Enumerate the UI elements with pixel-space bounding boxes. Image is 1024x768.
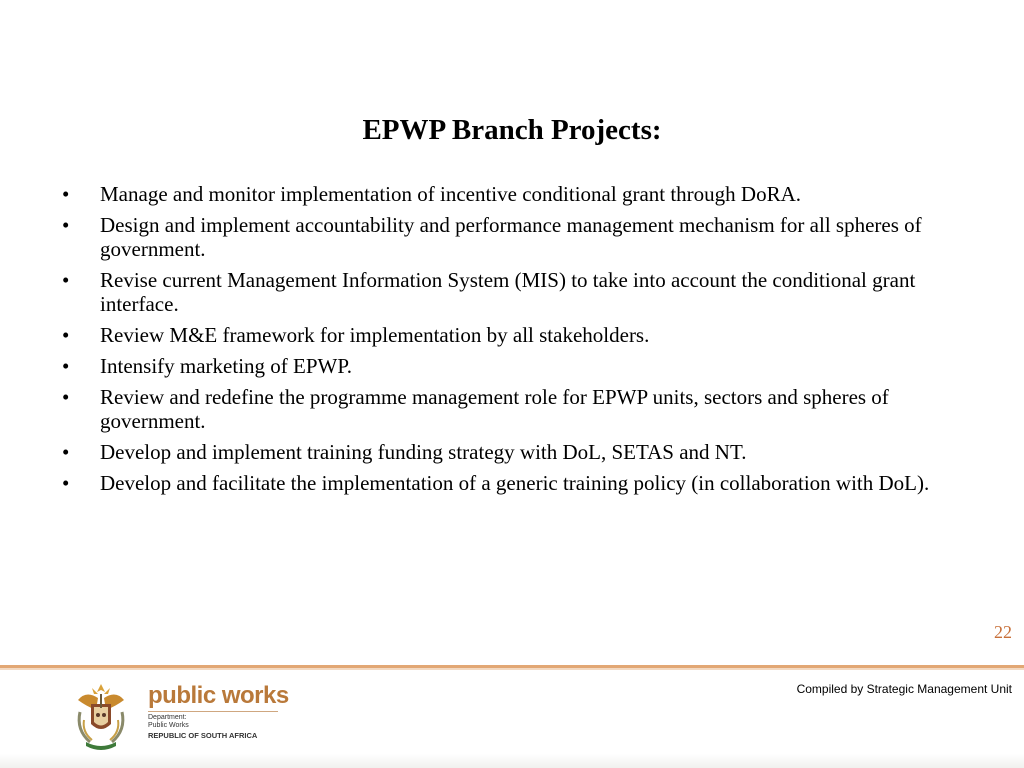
logo-line-department: Department: (148, 714, 187, 721)
bullet-item (62, 182, 982, 206)
slide-title: EPWP Branch Projects: (362, 114, 662, 146)
coat-of-arms-icon (72, 680, 130, 752)
footer-divider-shadow (0, 668, 1024, 670)
bullet-text: Develop and implement training funding strategy with DoL, SETAS and NT. (100, 440, 747, 464)
compiled-by-note: Compiled by Strategic Management Unit (796, 682, 1012, 696)
bullet-marker: • (62, 323, 70, 347)
bullet-marker: • (62, 471, 70, 495)
bullet-text: Develop and facilitate the implementation of a generic training policy (in collaboration with DoL). (100, 471, 930, 495)
logo-line-republic: REPUBLIC OF SOUTH AFRICA (148, 731, 258, 740)
bullet-text: Manage and monitor implementation of incentive conditional grant through DoRA. (100, 182, 802, 206)
logo-brand-text: public works (148, 682, 289, 709)
bullet-list (62, 182, 982, 502)
bullet-text: Design and implement accountability and performance management mechanism for all spheres of government. (100, 213, 922, 261)
logo-line-public-works: Public Works (148, 722, 189, 729)
bullet-item (62, 385, 982, 433)
bullet-item (62, 323, 982, 347)
bullet-marker: • (62, 268, 70, 292)
bullet-item (62, 268, 982, 316)
bullet-marker: • (62, 385, 70, 409)
bullet-text: Review and redefine the programme management role for EPWP units, sectors and spheres of government. (100, 385, 889, 433)
logo-divider (148, 711, 278, 712)
bottom-fade (0, 754, 1024, 768)
bullet-item (62, 213, 982, 261)
bullet-text: Revise current Management Information System (MIS) to take into account the conditional grant interface. (100, 268, 916, 316)
bullet-marker: • (62, 354, 70, 378)
bullet-item (62, 440, 982, 464)
bullet-text: Review M&E framework for implementation by all stakeholders. (100, 323, 650, 347)
bullet-marker: • (62, 182, 70, 206)
bullet-marker: • (62, 440, 70, 464)
bullet-marker: • (62, 213, 70, 237)
public-works-logo (72, 680, 292, 752)
bullet-item (62, 471, 982, 495)
bullet-text: Intensify marketing of EPWP. (100, 354, 352, 378)
page-number: 22 (994, 622, 1012, 642)
bullet-item (62, 354, 982, 378)
